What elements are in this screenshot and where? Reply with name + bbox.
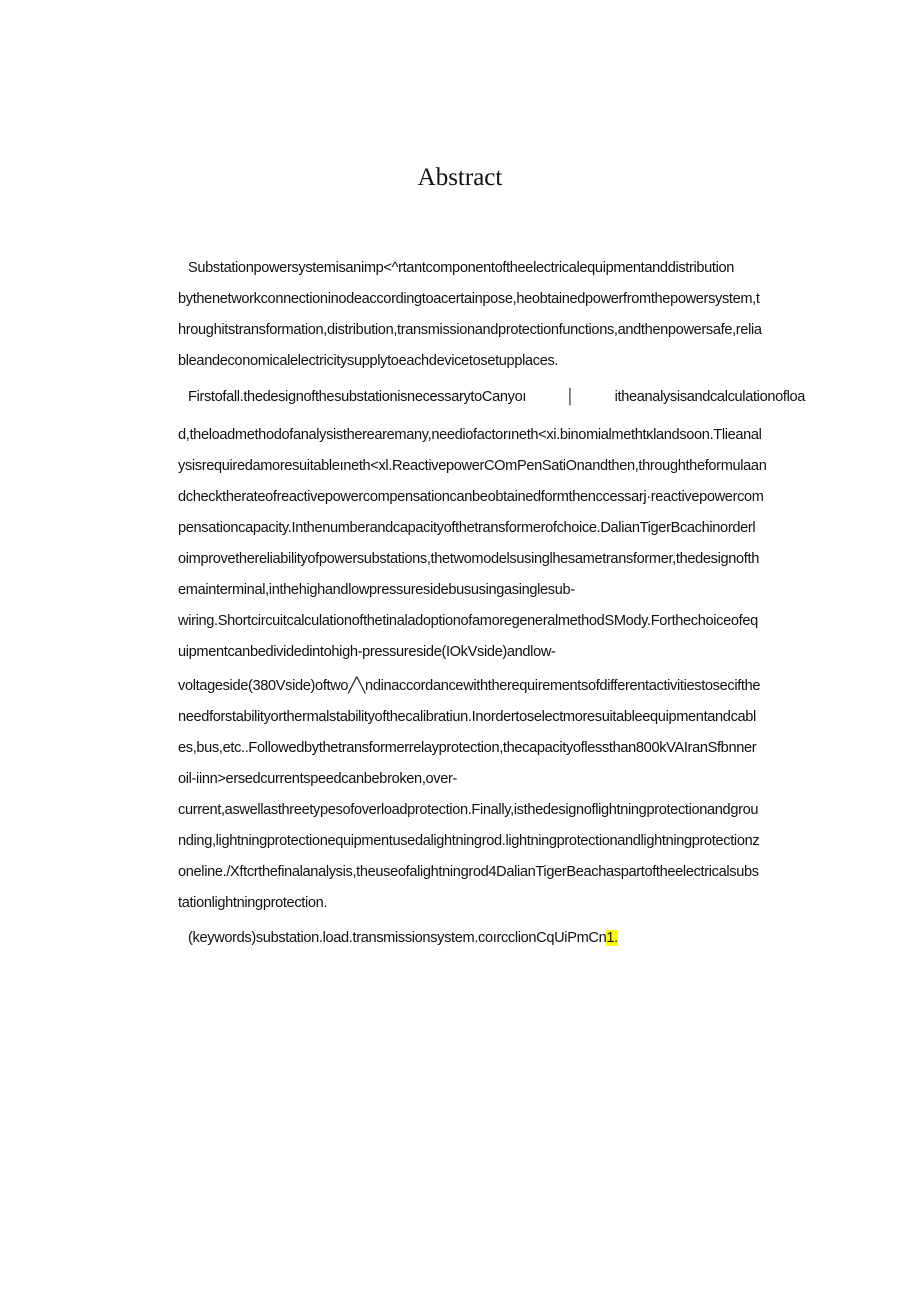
- page-title: Abstract: [417, 164, 503, 191]
- text-line: wiring.ShortcircuitcalculationofthetinaladoptionofamoregeneralmethodSMody.Forthechoiceofeq: [178, 613, 758, 629]
- text-line: tationlightningprotection.: [178, 895, 328, 911]
- text-line: oil-iinn>ersedcurrentspeedcanbebroken,over-: [178, 771, 458, 787]
- text-line: d,theloadmethodofanalysistherearemany,neediofactorıneth<xi.binomialmethtκlandsoon.Tlieanal: [178, 427, 762, 443]
- text-line: uipmentcanbedividedintohigh-pressureside(IOkVside)andlow-: [178, 644, 556, 660]
- text-line: current,aswellasthreetypesofoverloadprotection.Finally,isthedesignoflightningprotectionandgrou: [178, 802, 759, 818]
- text-line: emainterminal,inthehighandlowpressuresidebususingasinglesub-: [178, 582, 575, 598]
- text-line: es,bus,etc..Followedbythetransformerrelayprotection,thecapacityoflessthan800kVAIranSfbnner: [178, 740, 757, 756]
- keywords-text: (keywords)substation.load.transmissionsystem.coırcclionCqUiPmCn: [188, 930, 607, 946]
- text-line: hroughitstransformation,distribution,transmissionandprotectionfunctions,andthenpowersafe,relia: [178, 322, 762, 338]
- text-line: needforstabilityorthermalstabilityofthecalibratiun.Inordertoselectmoresuitableequipmentandcabl: [178, 709, 756, 725]
- text-line: pensationcapacity.Inthenumberandcapacityofthetransformerofchoice.DalianTigerBcachinorderl: [178, 520, 756, 536]
- text-line: dchecktherateofreactivepowercompensationcanbeobtainedformthenccessarj·reactivepowercom: [178, 489, 764, 505]
- text-line: oimprovethereliabilityofpowersubstations,thetwomodelsusinglhesametransformer,thedesignofth: [178, 551, 759, 567]
- text-line: ysisrequiredamoresuitableıneth<xl.ReactivepowerCOmPenSatiOnandthen,throughtheformulaan: [178, 458, 767, 474]
- text-line: bythenetworkconnectioninodeaccordingtoacertainpose,heobtainedpowerfromthepowersystem,t: [178, 291, 760, 307]
- highlighted-text: 1.: [606, 930, 618, 946]
- text-line: voltageside(380Vside)oftwo╱╲ndinaccordancewiththerequirementsofdifferentactivitiestosecifthe: [178, 678, 761, 694]
- text-line: Substationpowersystemisanimp<^rtantcomponentoftheelectricalequipmentanddistribution: [188, 260, 735, 276]
- text-line: Firstofall.thedesignofthesubstationisnecessarytoCanyoı │ itheanalysisandcalculationofloa: [188, 389, 805, 405]
- text-line: oneline./Xftcrthefinalanalysis,theuseofalightningrod4DalianTigerBeachaspartoftheelectricalsubs: [178, 864, 759, 880]
- text-line: bleandeconomicalelectricitysupplytoeachdevicetosetupplaces.: [178, 353, 559, 369]
- keywords-line: [188, 929, 805, 947]
- text-line: nding,lightningprotectionequipmentusedalightningrod.lightningprotectionandlightningprotectionz: [178, 833, 760, 849]
